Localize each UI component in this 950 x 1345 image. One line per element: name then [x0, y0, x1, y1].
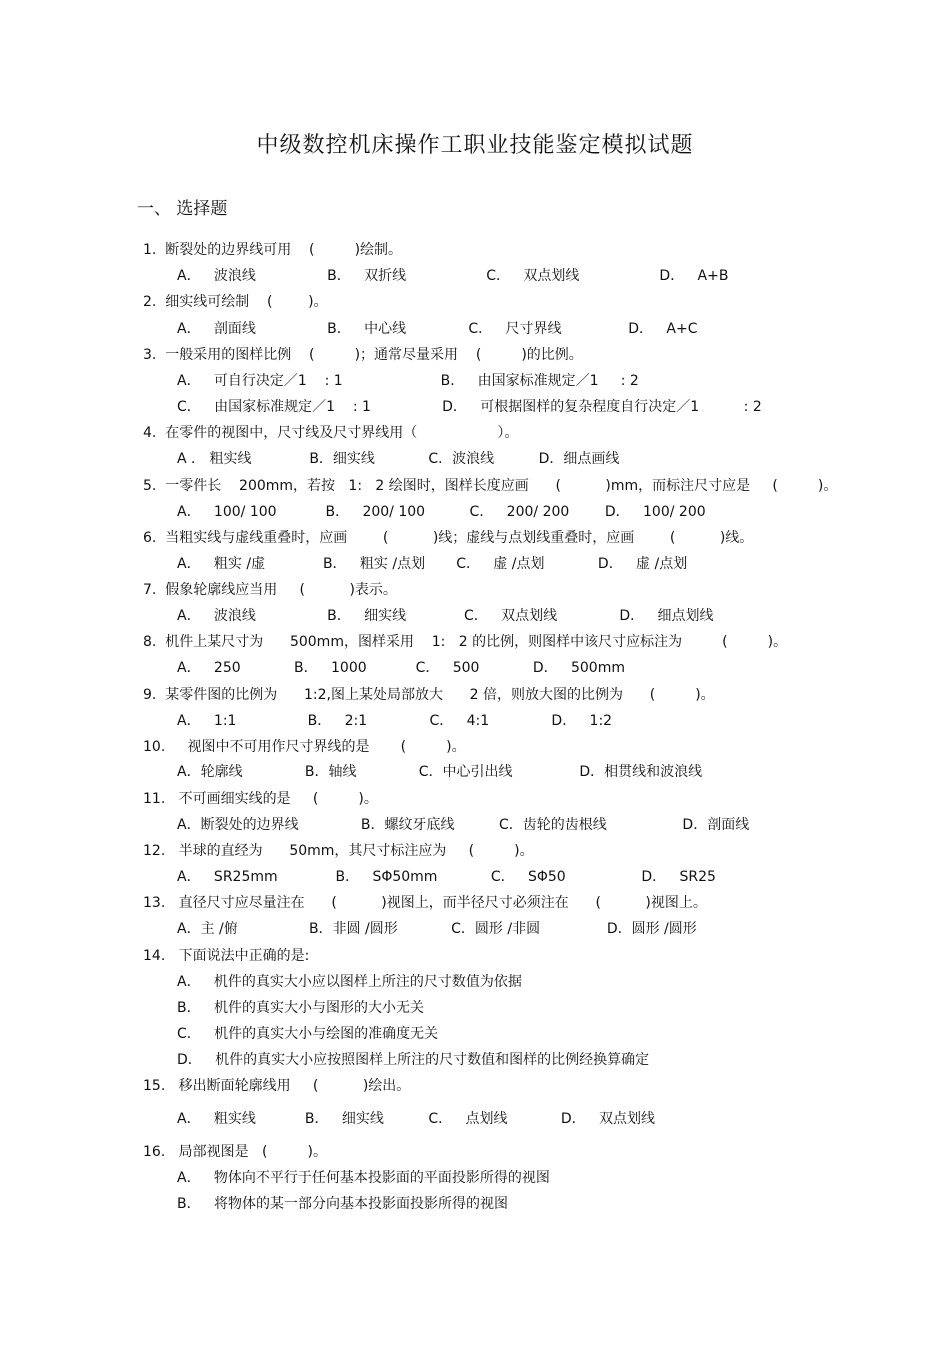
- option-line: B． 机件的真实大小与图形的大小无关: [177, 1000, 424, 1016]
- question-line: 7. 假象轮廓线应当用 ( )表示。: [143, 582, 397, 598]
- question-line: 6. 当粗实线与虚线重叠时，应画 ( )线；虚线与点划线重叠时，应画 ( )线。: [143, 530, 754, 546]
- option-line: A． 波浪线 B． 细实线 C． 双点划线 D． 细点划线: [177, 608, 714, 624]
- question-line: 8. 机件上某尺寸为 500mm，图样采用 1: 2 的比例，则图样中该尺寸应标注为 ( )。: [143, 634, 788, 650]
- option-line: A． 剖面线 B． 中心线 C． 尺寸界线 D． A+C: [177, 321, 698, 337]
- question-line: 1. 断裂处的边界线可用 ( )绘制。: [143, 242, 403, 258]
- option-line: A．主 /俯 B．非圆 /圆形 C．圆形 /非圆 D．圆形 /圆形: [177, 921, 697, 937]
- question-line: 5. 一零件长 200mm，若按 1: 2 绘图时，图样长度应画 ( )mm，而标注尺寸应是 ( )。: [143, 478, 838, 494]
- question-line: 14. 下面说法中正确的是:: [143, 948, 310, 964]
- option-line: A． 粗实线 B． 细实线 C． 点划线 D． 双点划线: [177, 1111, 655, 1127]
- question-line: 13. 直径尺寸应尽量注在 ( )视图上，而半径尺寸必须注在 ( )视图上。: [143, 895, 707, 911]
- question-line: 11. 不可画细实线的是 ( )。: [143, 791, 378, 807]
- option-line: A． 100/ 100 B． 200/ 100 C． 200/ 200 D． 100/ 200: [177, 504, 706, 520]
- option-line: A． 机件的真实大小应以图样上所注的尺寸数值为依据: [177, 974, 522, 990]
- option-line: C． 由国家标准规定／1 : 1 D． 可根据图样的复杂程度自行决定／1 : 2: [177, 399, 762, 415]
- option-line: A． 1:1 B． 2:1 C． 4:1 D． 1:2: [177, 713, 613, 729]
- option-line: A． 可自行决定／1 : 1 B． 由国家标准规定／1 : 2: [177, 373, 639, 389]
- option-line: A． SR25mm B． SΦ50mm C． SΦ50 D． SR25: [177, 869, 716, 885]
- option-line: B． 将物体的某一部分向基本投影面投影所得的视图: [177, 1196, 508, 1212]
- option-line: A． 粗实 /虚 B． 粗实 /点划 C． 虚 /点划 D． 虚 /点划: [177, 556, 688, 572]
- section-heading: 一、 选择题: [137, 199, 228, 219]
- question-line: 4. 在零件的视图中，尺寸线及尺寸界线用（ ）。: [143, 425, 519, 441]
- option-line: A ． 粗实线 B．细实线 C．波浪线 D．细点画线: [177, 451, 620, 467]
- question-line: 10. 视图中不可用作尺寸界线的是 ( )。: [143, 739, 466, 755]
- option-line: A．轮廓线 B．轴线 C．中心引出线 D．相贯线和波浪线: [177, 764, 703, 780]
- option-line: A． 物体向不平行于任何基本投影面的平面投影所得的视图: [177, 1170, 550, 1186]
- option-line: A． 波浪线 B． 双折线 C． 双点划线 D． A+B: [177, 268, 729, 284]
- option-line: C． 机件的真实大小与绘图的准确度无关: [177, 1026, 439, 1042]
- question-line: 2. 细实线可绘制 ( )。: [143, 294, 328, 310]
- question-line: 15. 移出断面轮廓线用 ( )绘出。: [143, 1078, 411, 1094]
- option-line: D． 机件的真实大小应按照图样上所注的尺寸数值和图样的比例经换算确定: [177, 1052, 650, 1068]
- option-line: A．断裂处的边界线 B．螺纹牙底线 C．齿轮的齿根线 D．剖面线: [177, 817, 750, 833]
- question-line: 3. 一般采用的图样比例 ( )；通常尽量采用 ( )的比例。: [143, 347, 583, 363]
- option-line: A． 250 B． 1000 C． 500 D． 500mm: [177, 660, 625, 676]
- page-title: 中级数控机床操作工职业技能鉴定模拟试题: [256, 133, 694, 158]
- question-line: 12. 半球的直经为 50mm，其尺寸标注应为 ( )。: [143, 843, 534, 859]
- question-line: 16. 局部视图是 ( )。: [143, 1144, 327, 1160]
- question-line: 9. 某零件图的比例为 1:2,图上某处局部放大 2 倍，则放大图的比例为 ( )。: [143, 687, 715, 703]
